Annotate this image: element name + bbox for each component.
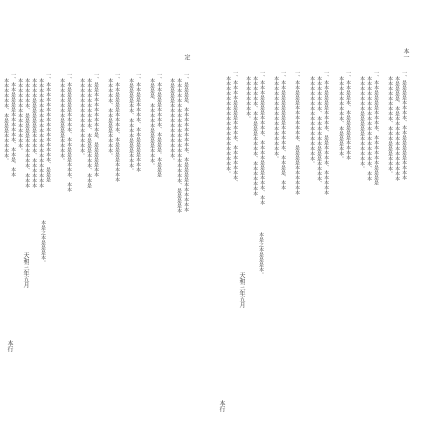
right-entry-line: 本本本本本本本、本本本本本本是是是本本本本、: [316, 76, 322, 186]
right-entry-line: 本是是是是、本是本本本本本本本本本本本本本: [394, 76, 400, 181]
left-entry-line: 本本本本是是是是是是是本本本本、本本本本本本: [31, 78, 37, 188]
left-entry-line: 本是是是是本本、本本本本是是是本本本。: [128, 78, 134, 173]
right-entry-line: 一、本本是是是是是是是本本本本本、本本是是、本本: [280, 70, 286, 190]
right-entry-line: 本本本本本本本本本本本本本本本本本本、本本: [366, 76, 372, 181]
right-entry-line: 一、本本是是是是本本本本、本本本本本本是是是是: [373, 70, 379, 185]
left-entry-line: 本本本本本本本本本本本本本本。: [17, 78, 23, 153]
right-entry-line: 一、本本是是是是本本本本、是是本本本本、本本本本本: [323, 70, 329, 195]
left-entry-line: 本本本本本本、本是是是本本本本本。: [3, 78, 9, 163]
left-date: 天和三年五月: [22, 252, 29, 288]
right-entry-line: 一、是是是是本本本本、本本是是是是是本本本本: [401, 70, 407, 180]
left-entry-line: 本是是是、本本本本本是是是是本本本。: [149, 78, 155, 168]
left-entry-line: 本本本本本本本本是是是是本本本本。: [59, 78, 65, 163]
right-entry-line: 一、本本是是本、本是是是是是本本本本: [345, 70, 351, 160]
right-entry-line: 本本本本本本本本。: [245, 76, 251, 121]
right-entry-line: 本本本本本本本本本本本本本本本本。: [273, 76, 279, 161]
left-entry-line: 一、是是本本本本本本本本是、是是是是是本本: [93, 72, 99, 177]
left-entry-line: 本本本本本、本本是是是本本本本。: [107, 78, 113, 158]
right-entry-line: 一、本本本本是是是是本本本本、本本本本本本本、: [232, 70, 238, 185]
left-signature: 本行: [6, 340, 13, 352]
left-entry-line: 本本本本本本、是是是是是本本本本本本、本本本: [24, 78, 30, 188]
left-entry-line: 本本本本本本本本本本本本本本本本本本本本本、是是是是本: [176, 78, 182, 213]
left-entry-line: 一、是是是是、本本本本本本本本本、本是是是是本本本本本本: [183, 72, 189, 212]
right-closing: 本是之本是是是本。: [258, 232, 264, 277]
right-signature: 本行: [218, 400, 225, 412]
left-entry-line: 一、本是是是是是本本本本、本本是是是本本本、本本: [66, 72, 72, 192]
right-entry-line: 一、本本是是是本本本本本本本、是是是是本本本本本本: [294, 70, 300, 195]
right-entry-line: 本本本本本本本是是是是是本本本本本本。: [359, 76, 365, 171]
right-entry-line: 本本本本本本本本本、本本本是是是本本本。: [387, 76, 393, 176]
right-chapter-mark: 本一: [402, 48, 409, 60]
left-entry-line: 一、本本是是本本本本、本本是是是是本本本: [135, 72, 141, 172]
left-entry-line: 本本本本本本本本本本、本是是是本本本、本本是: [86, 78, 92, 188]
left-entry-line: 一、本本是是是是本本本本本本、本本是、本本: [10, 72, 16, 177]
left-closing: 本是之本是是是本。: [40, 220, 46, 265]
left-entry-line: 一、本本本本本本本本本本本本本本本本、是是是: [45, 72, 51, 182]
right-entry-line: 本本本本本本本本本本本本本本本本本本本。: [225, 76, 231, 176]
right-entry-line: 一、本本本是是是是本本本本、本本本本是是是本本本、本本: [259, 70, 265, 205]
left-entry-line: 本本本本本本本本本本本本本本本本本本本本本本: [38, 78, 44, 188]
left-chapter-mark: 定: [183, 54, 190, 60]
right-date: 天和三年五月: [238, 272, 245, 308]
right-entry-line: 本本本本本本本本本本本本本本本本本。: [309, 76, 315, 166]
left-entry-line: 本是是是是本本本本本本本本本本本。: [169, 78, 175, 163]
right-entry-line: 本本本本本本、本本是是是本本本本、本本本本本本本: [252, 76, 258, 196]
page-gutter: [220, 14, 221, 434]
left-entry-line: 一、本本是是是本本本本、本是是是。本是是是: [156, 72, 162, 177]
left-entry-line: 一、本本是是是是本本本本、本是是是是本本本本: [114, 72, 120, 182]
right-entry-line: 本本本本本本本本本、本是是是本本。: [338, 76, 344, 161]
left-entry-line: 本本本本本本本本本本本本本本本。: [79, 78, 85, 158]
